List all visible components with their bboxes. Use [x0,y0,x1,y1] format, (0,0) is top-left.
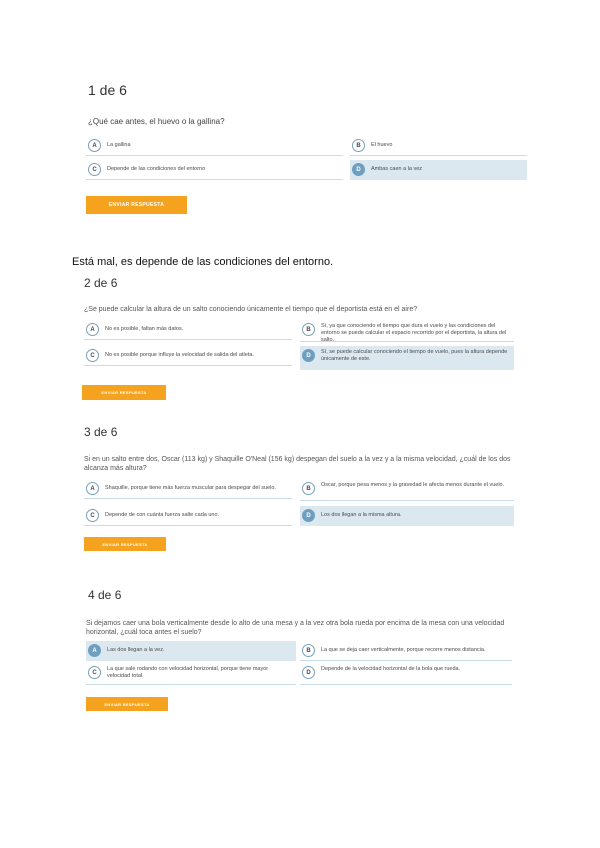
question-text: ¿Qué cae antes, el huevo o la gallina? [88,117,225,126]
option-label: La que sale rodando con velocidad horizontal, porque tiene mayor velocidad total. [107,666,269,679]
question-counter: 3 de 6 [84,425,118,439]
option-letter-badge: D [302,349,315,362]
option-label: Oscar, porque pesa menos y la gravedad le afecta menos durante el vuelo. [321,482,505,488]
answer-option-a[interactable] [86,641,296,661]
option-label: El huevo [371,142,393,148]
question-text: Si en un salto entre dos, Oscar (113 kg) y Shaquille O'Neal (156 kg) despegan del suelo a la vez y a la misma velocidad, ¿cuál de los dos alcanza más altura? [84,456,511,472]
option-label: Los dos llegan a la misma altura. [321,512,402,518]
option-letter-badge: C [88,666,101,679]
answer-option-d[interactable] [300,506,514,526]
option-letter-badge: A [88,139,101,152]
answer-option-c[interactable] [84,506,292,526]
option-letter-badge: A [88,644,101,657]
answer-option-d[interactable] [300,346,514,370]
answer-option-c[interactable] [84,346,292,366]
option-letter-badge: C [86,349,99,362]
answer-option-a[interactable] [84,479,292,499]
option-label: Ambas caen a la vez [371,166,423,172]
question-counter: 2 de 6 [84,276,118,290]
option-letter-badge: D [302,666,315,679]
submit-answer-button[interactable]: ENVIAR RESPUESTA [86,697,168,711]
answer-option-a[interactable] [84,320,292,340]
answer-option-c[interactable] [86,160,343,180]
option-label: Las dos llegan a la vez. [107,647,165,653]
option-letter-badge: B [302,644,315,657]
option-label: No es posible, faltan más datos. [105,326,184,332]
option-letter-badge: B [302,323,315,336]
option-label: Sí, se puede calcular conociendo el tiempo de vuelo, pues la altura depende únicamente de este. [321,349,508,362]
option-label: Depende de la velocidad horizontal de la bola que rueda. [321,666,461,672]
option-label: La gallina [107,142,131,148]
submit-answer-button[interactable]: ENVIAR RESPUESTA [82,385,166,400]
answer-option-c[interactable] [86,663,296,685]
question-text: ¿Se puede calcular la altura de un salto conociendo únicamente el tiempo que el deportista está en el aire? [84,306,418,313]
option-letter-badge: D [302,509,315,522]
option-letter-badge: D [352,163,365,176]
question-counter: 1 de 6 [88,82,127,98]
answer-option-b[interactable] [300,641,512,661]
option-letter-badge: B [302,482,315,495]
submit-answer-button[interactable]: ENVIAR RESPUESTA [84,537,166,551]
submit-answer-button[interactable]: ENVIAR RESPUESTA [86,196,187,214]
answer-option-b[interactable] [300,479,514,501]
option-label: Depende de con cuánta fuerza salte cada uno. [105,512,220,518]
option-letter-badge: A [86,482,99,495]
option-letter-badge: C [86,509,99,522]
answer-feedback: Está mal, es depende de las condiciones del entorno. [72,256,334,268]
option-letter-badge: C [88,163,101,176]
answer-option-d[interactable] [350,160,527,180]
question-text: Si dejamos caer una bola verticalmente desde lo alto de una mesa y a la vez otra bola rueda por encima de la mesa con una velocidad horizontal, ¿cuál toca antes el suelo? [86,620,505,636]
option-label: La que se deja caer verticalmente, porque recorre menos distancia. [321,647,486,653]
answer-option-a[interactable] [86,136,343,156]
option-letter-badge: A [86,323,99,336]
option-label: Depende de las condiciones del entorno [107,166,206,172]
answer-option-d[interactable] [300,663,512,685]
option-label: Shaquille, porque tiene más fuerza muscular para despegar del suelo. [105,485,276,491]
option-label: Sí, ya que conociendo el tiempo que dura el vuelo y las condiciones del entorno se puede calcular el espacio recorrido por el deportista, la altura del salto. [321,323,507,343]
answer-option-b[interactable] [350,136,527,156]
question-counter: 4 de 6 [88,588,122,602]
option-label: No es posible porque influye la velocidad de salida del atleta. [105,352,254,358]
answer-option-b[interactable] [300,320,514,342]
option-letter-badge: B [352,139,365,152]
